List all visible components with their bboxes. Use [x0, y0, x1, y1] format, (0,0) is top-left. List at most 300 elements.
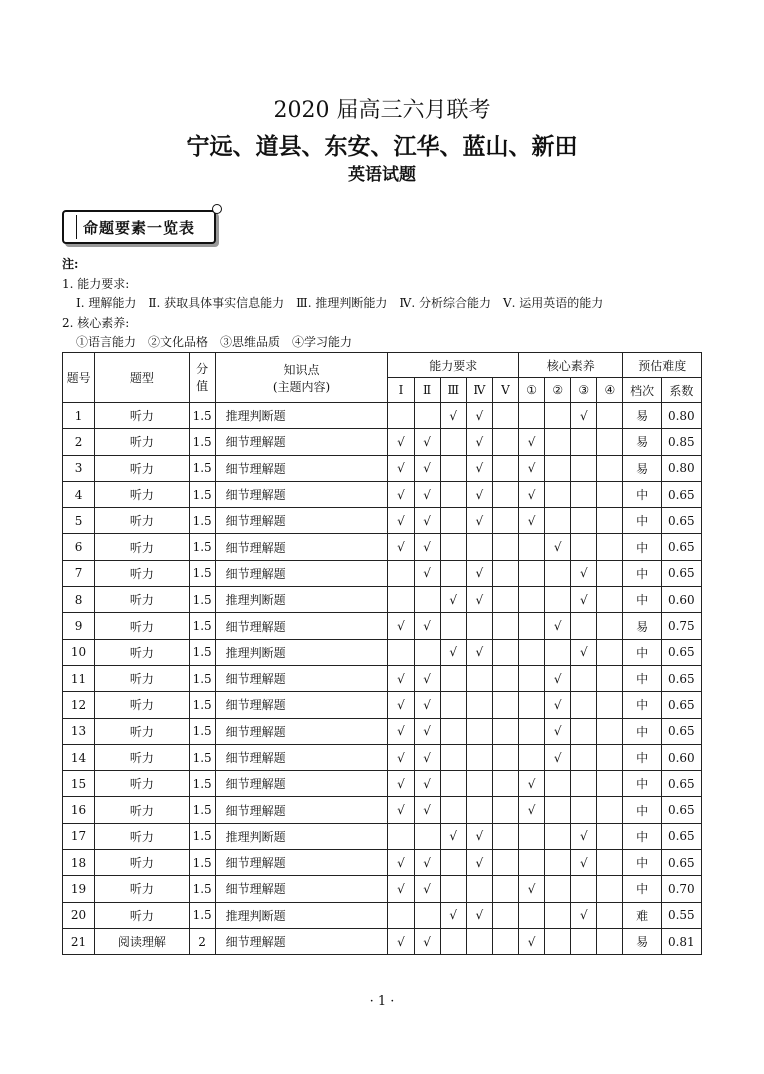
cell-grade: 易: [623, 455, 661, 481]
table-row: [63, 718, 702, 744]
cell-knowledge-point: 推理判断题: [215, 403, 388, 429]
cell-ability: [492, 455, 518, 481]
cell-core: [571, 481, 597, 507]
check-mark: √: [388, 797, 414, 823]
check-mark: √: [388, 928, 414, 954]
cell-score: 1.5: [189, 639, 215, 665]
check-mark: √: [414, 692, 440, 718]
cell-core: [545, 797, 571, 823]
exam-subject: 英语试题: [348, 165, 416, 185]
cell-grade: 中: [623, 587, 661, 613]
cell-num: 18: [63, 850, 95, 876]
cell-ability: [492, 587, 518, 613]
cell-coef: 0.65: [661, 639, 701, 665]
cell-core: [597, 508, 623, 534]
cell-ability: [414, 587, 440, 613]
check-mark: √: [519, 481, 545, 507]
check-mark: √: [466, 823, 492, 849]
cell-ability: [492, 613, 518, 639]
cell-core: [545, 850, 571, 876]
cell-ability: [492, 534, 518, 560]
table-row: [63, 692, 702, 718]
cell-type: 听力: [95, 429, 189, 455]
cell-ability: [492, 718, 518, 744]
cell-grade: 中: [623, 771, 661, 797]
cell-num: 14: [63, 744, 95, 770]
cell-ability: [440, 534, 466, 560]
cell-core: [571, 534, 597, 560]
cell-ability: [440, 692, 466, 718]
cell-core: [571, 928, 597, 954]
cell-ability: [466, 771, 492, 797]
cell-num: 12: [63, 692, 95, 718]
check-mark: √: [571, 823, 597, 849]
cell-core: [519, 403, 545, 429]
check-mark: √: [414, 744, 440, 770]
cell-num: 13: [63, 718, 95, 744]
check-mark: √: [466, 639, 492, 665]
check-mark: √: [545, 744, 571, 770]
check-mark: √: [414, 534, 440, 560]
cell-coef: 0.55: [661, 902, 701, 928]
table-row: [63, 429, 702, 455]
cell-score: 1.5: [189, 744, 215, 770]
cell-grade: 中: [623, 639, 661, 665]
table-row: [63, 455, 702, 481]
cell-core: [519, 587, 545, 613]
check-mark: √: [440, 587, 466, 613]
cell-knowledge-point: 细节理解题: [215, 928, 388, 954]
cell-grade: 中: [623, 850, 661, 876]
cell-core: [545, 429, 571, 455]
check-mark: √: [519, 771, 545, 797]
header-ability: 能力要求: [388, 353, 519, 378]
cell-grade: 中: [623, 534, 661, 560]
cell-num: 20: [63, 902, 95, 928]
cell-num: 9: [63, 613, 95, 639]
cell-type: 听力: [95, 718, 189, 744]
cell-score: 1.5: [189, 481, 215, 507]
check-mark: √: [519, 876, 545, 902]
cell-grade: 中: [623, 665, 661, 691]
cell-ability: [492, 403, 518, 429]
header-core-col: ①: [519, 378, 545, 403]
table-row: [63, 508, 702, 534]
cell-grade: 易: [623, 429, 661, 455]
cell-ability: [388, 902, 414, 928]
cell-coef: 0.75: [661, 613, 701, 639]
table-row: [63, 902, 702, 928]
cell-num: 2: [63, 429, 95, 455]
check-mark: √: [519, 797, 545, 823]
cell-ability: [492, 639, 518, 665]
cell-type: 听力: [95, 455, 189, 481]
cell-core: [571, 718, 597, 744]
cell-ability: [440, 665, 466, 691]
cell-score: 1.5: [189, 823, 215, 849]
cell-num: 1: [63, 403, 95, 429]
check-mark: √: [466, 403, 492, 429]
cell-coef: 0.80: [661, 455, 701, 481]
check-mark: √: [414, 508, 440, 534]
header-kp-line2: (主题内容): [272, 379, 331, 394]
table-row: [63, 771, 702, 797]
cell-knowledge-point: 细节理解题: [215, 771, 388, 797]
cell-num: 21: [63, 928, 95, 954]
cell-knowledge-point: 细节理解题: [215, 534, 388, 560]
cell-core: [597, 744, 623, 770]
cell-num: 3: [63, 455, 95, 481]
cell-knowledge-point: 细节理解题: [215, 613, 388, 639]
cell-coef: 0.65: [661, 692, 701, 718]
cell-ability: [466, 692, 492, 718]
notes-label: 注:: [62, 257, 79, 271]
cell-ability: [466, 744, 492, 770]
cell-type: 听力: [95, 771, 189, 797]
cell-core: [597, 613, 623, 639]
check-mark: √: [388, 771, 414, 797]
cell-core: [571, 797, 597, 823]
header-coef: 系数: [661, 378, 701, 403]
cell-core: [597, 771, 623, 797]
check-mark: √: [466, 560, 492, 586]
cell-grade: 中: [623, 560, 661, 586]
cell-core: [545, 455, 571, 481]
cell-core: [571, 429, 597, 455]
cell-core: [545, 560, 571, 586]
cell-core: [597, 534, 623, 560]
cell-num: 8: [63, 587, 95, 613]
cell-core: [597, 639, 623, 665]
cell-core: [597, 902, 623, 928]
check-mark: √: [571, 902, 597, 928]
cell-score: 1.5: [189, 508, 215, 534]
check-mark: √: [571, 639, 597, 665]
cell-core: [571, 665, 597, 691]
cell-knowledge-point: 推理判断题: [215, 639, 388, 665]
check-mark: √: [414, 429, 440, 455]
cell-ability: [440, 744, 466, 770]
exam-title: 2020 届高三六月联考: [273, 98, 491, 123]
table-row: [63, 534, 702, 560]
cell-ability: [466, 928, 492, 954]
table-row: [63, 403, 702, 429]
cell-ability: [492, 928, 518, 954]
cell-core: [545, 403, 571, 429]
cell-coef: 0.60: [661, 744, 701, 770]
notes-item2-body: ①语言能力 ②文化品格 ③思维品质 ④学习能力: [76, 335, 353, 349]
cell-grade: 难: [623, 902, 661, 928]
notes-item1-title: 1. 能力要求:: [62, 276, 130, 291]
cell-score: 1.5: [189, 403, 215, 429]
check-mark: √: [414, 797, 440, 823]
cell-ability: [492, 481, 518, 507]
header-core-col: ②: [545, 378, 571, 403]
cell-core: [545, 823, 571, 849]
table-row: [63, 823, 702, 849]
cell-coef: 0.65: [661, 797, 701, 823]
table-row: [63, 928, 702, 954]
check-mark: √: [388, 508, 414, 534]
cell-core: [545, 902, 571, 928]
cell-ability: [414, 639, 440, 665]
cell-ability: [388, 587, 414, 613]
cell-ability: [388, 823, 414, 849]
check-mark: √: [414, 876, 440, 902]
cell-num: 16: [63, 797, 95, 823]
section-banner: [62, 210, 216, 244]
cell-knowledge-point: 推理判断题: [215, 587, 388, 613]
cell-core: [519, 560, 545, 586]
cell-core: [519, 534, 545, 560]
cell-core: [571, 692, 597, 718]
check-mark: √: [466, 850, 492, 876]
cell-coef: 0.65: [661, 718, 701, 744]
cell-coef: 0.65: [661, 481, 701, 507]
cell-knowledge-point: 细节理解题: [215, 508, 388, 534]
cell-ability: [492, 665, 518, 691]
header-core: 核心素养: [519, 353, 623, 378]
cell-ability: [492, 902, 518, 928]
check-mark: √: [388, 744, 414, 770]
cell-ability: [466, 797, 492, 823]
cell-grade: 中: [623, 718, 661, 744]
check-mark: √: [388, 692, 414, 718]
check-mark: √: [388, 665, 414, 691]
cell-num: 17: [63, 823, 95, 849]
cell-knowledge-point: 细节理解题: [215, 429, 388, 455]
cell-core: [519, 850, 545, 876]
cell-core: [519, 902, 545, 928]
cell-core: [519, 744, 545, 770]
cell-grade: 中: [623, 508, 661, 534]
cell-num: 10: [63, 639, 95, 665]
cell-score: 1.5: [189, 534, 215, 560]
check-mark: √: [388, 429, 414, 455]
cell-ability: [466, 876, 492, 902]
cell-knowledge-point: 细节理解题: [215, 718, 388, 744]
header-grade: 档次: [623, 378, 661, 403]
table-row: [63, 639, 702, 665]
cell-core: [597, 560, 623, 586]
cell-core: [597, 481, 623, 507]
cell-type: 听力: [95, 665, 189, 691]
cell-ability: [440, 771, 466, 797]
check-mark: √: [440, 823, 466, 849]
page-number: · 1 ·: [369, 994, 395, 1009]
cell-core: [571, 613, 597, 639]
header-ability-col: Ⅴ: [492, 378, 518, 403]
cell-type: 阅读理解: [95, 928, 189, 954]
cell-knowledge-point: 细节理解题: [215, 876, 388, 902]
check-mark: √: [414, 481, 440, 507]
cell-ability: [414, 823, 440, 849]
cell-core: [545, 481, 571, 507]
check-mark: √: [545, 665, 571, 691]
header-core-col: ③: [571, 378, 597, 403]
cell-core: [571, 455, 597, 481]
cell-num: 15: [63, 771, 95, 797]
check-mark: √: [414, 850, 440, 876]
cell-type: 听力: [95, 850, 189, 876]
header-kp-line1: 知识点: [283, 362, 320, 377]
cell-score: 1.5: [189, 718, 215, 744]
check-mark: √: [414, 665, 440, 691]
table-row: [63, 744, 702, 770]
cell-core: [597, 455, 623, 481]
check-mark: √: [571, 587, 597, 613]
cell-score: 2: [189, 928, 215, 954]
cell-knowledge-point: 推理判断题: [215, 902, 388, 928]
cell-score: 1.5: [189, 797, 215, 823]
cell-coef: 0.65: [661, 771, 701, 797]
header-core-col: ④: [597, 378, 623, 403]
cell-num: 4: [63, 481, 95, 507]
cell-score: 1.5: [189, 692, 215, 718]
cell-ability: [492, 692, 518, 718]
check-mark: √: [414, 560, 440, 586]
table-body: [63, 403, 702, 955]
notes: [62, 255, 603, 353]
check-mark: √: [519, 455, 545, 481]
check-mark: √: [414, 771, 440, 797]
cell-ability: [440, 850, 466, 876]
cell-knowledge-point: 细节理解题: [215, 692, 388, 718]
header-ability-col: Ⅰ: [388, 378, 414, 403]
cell-grade: 易: [623, 613, 661, 639]
cell-score: 1.5: [189, 771, 215, 797]
table-row: [63, 560, 702, 586]
cell-core: [519, 692, 545, 718]
banner-label: 命题要素一览表: [83, 218, 196, 237]
cell-core: [519, 823, 545, 849]
cell-ability: [414, 403, 440, 429]
cell-ability: [492, 797, 518, 823]
cell-num: 11: [63, 665, 95, 691]
cell-coef: 0.81: [661, 928, 701, 954]
cell-ability: [440, 560, 466, 586]
table-row: [63, 665, 702, 691]
check-mark: √: [545, 534, 571, 560]
cell-score: 1.5: [189, 429, 215, 455]
cell-ability: [492, 771, 518, 797]
cell-core: [571, 876, 597, 902]
check-mark: √: [388, 876, 414, 902]
check-mark: √: [545, 613, 571, 639]
cell-type: 听力: [95, 902, 189, 928]
header-ability-col: Ⅳ: [466, 378, 492, 403]
header-ability-col: Ⅱ: [414, 378, 440, 403]
cell-type: 听力: [95, 534, 189, 560]
cell-num: 6: [63, 534, 95, 560]
check-mark: √: [414, 455, 440, 481]
check-mark: √: [388, 534, 414, 560]
cell-num: 5: [63, 508, 95, 534]
cell-ability: [440, 508, 466, 534]
header-difficulty: 预估难度: [623, 353, 702, 378]
cell-knowledge-point: 推理判断题: [215, 823, 388, 849]
check-mark: √: [388, 613, 414, 639]
cell-coef: 0.65: [661, 508, 701, 534]
table-row: [63, 481, 702, 507]
cell-ability: [492, 876, 518, 902]
cell-ability: [492, 508, 518, 534]
cell-core: [545, 928, 571, 954]
cell-type: 听力: [95, 403, 189, 429]
cell-grade: 中: [623, 744, 661, 770]
cell-knowledge-point: 细节理解题: [215, 481, 388, 507]
header-ability-col: Ⅲ: [440, 378, 466, 403]
cell-ability: [440, 928, 466, 954]
table-row: [63, 876, 702, 902]
check-mark: √: [519, 928, 545, 954]
cell-core: [519, 665, 545, 691]
table-row: [63, 850, 702, 876]
cell-ability: [440, 455, 466, 481]
cell-knowledge-point: 细节理解题: [215, 665, 388, 691]
cell-ability: [466, 613, 492, 639]
table-row: [63, 587, 702, 613]
check-mark: √: [545, 718, 571, 744]
cell-score: 1.5: [189, 665, 215, 691]
cell-core: [519, 613, 545, 639]
cell-core: [571, 508, 597, 534]
check-mark: √: [571, 850, 597, 876]
cell-core: [597, 665, 623, 691]
cell-coef: 0.85: [661, 429, 701, 455]
cell-score: 1.5: [189, 850, 215, 876]
cell-core: [597, 876, 623, 902]
cell-core: [597, 403, 623, 429]
cell-type: 听力: [95, 797, 189, 823]
header-score: 分值: [189, 353, 215, 403]
table-row: [63, 613, 702, 639]
cell-core: [597, 692, 623, 718]
cell-type: 听力: [95, 744, 189, 770]
check-mark: √: [414, 718, 440, 744]
cell-coef: 0.60: [661, 587, 701, 613]
cell-ability: [388, 403, 414, 429]
cell-num: 7: [63, 560, 95, 586]
cell-coef: 0.70: [661, 876, 701, 902]
cell-grade: 中: [623, 692, 661, 718]
cell-ability: [466, 534, 492, 560]
header-kp: [215, 353, 388, 403]
ring-icon: [212, 204, 222, 214]
cell-type: 听力: [95, 639, 189, 665]
cell-core: [545, 508, 571, 534]
cell-ability: [388, 639, 414, 665]
check-mark: √: [466, 481, 492, 507]
cell-knowledge-point: 细节理解题: [215, 455, 388, 481]
cell-core: [597, 429, 623, 455]
cell-ability: [440, 481, 466, 507]
cell-core: [597, 823, 623, 849]
cell-core: [545, 639, 571, 665]
cell-grade: 中: [623, 876, 661, 902]
cell-core: [597, 797, 623, 823]
check-mark: √: [466, 429, 492, 455]
check-mark: √: [388, 850, 414, 876]
cell-grade: 中: [623, 481, 661, 507]
cell-num: 19: [63, 876, 95, 902]
cell-knowledge-point: 细节理解题: [215, 850, 388, 876]
header-type: 题型: [95, 353, 189, 403]
check-mark: √: [440, 403, 466, 429]
cell-type: 听力: [95, 692, 189, 718]
cell-ability: [440, 797, 466, 823]
check-mark: √: [388, 455, 414, 481]
